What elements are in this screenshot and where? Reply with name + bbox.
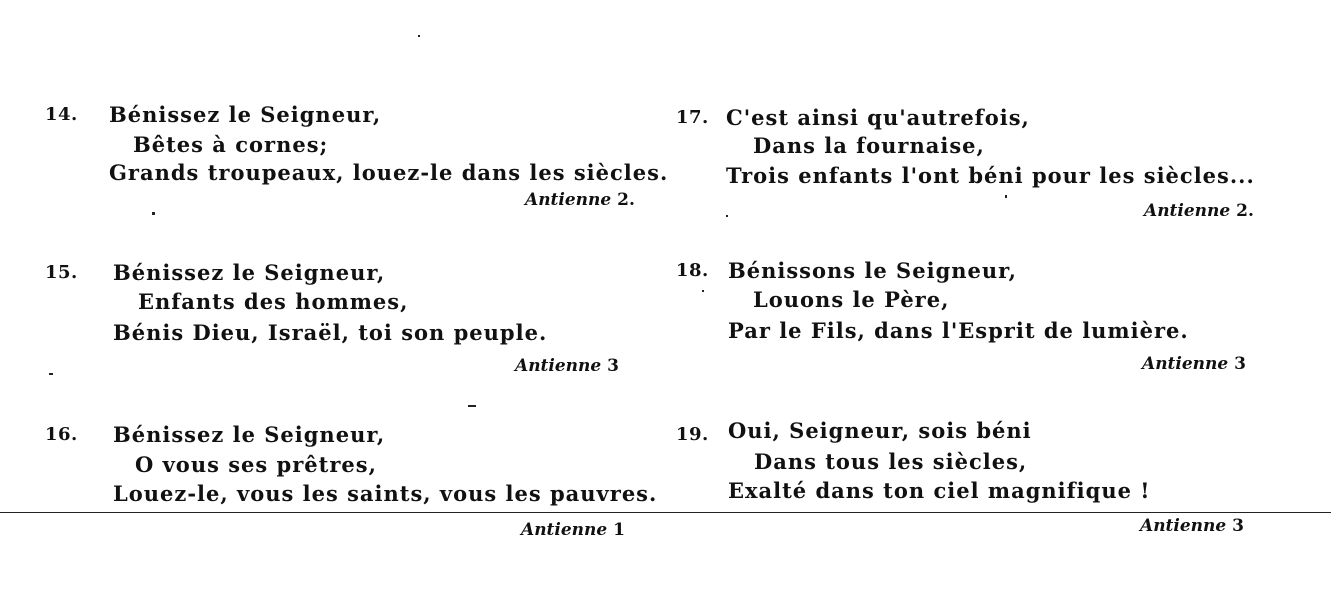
verse-line-2: Dans tous les siècles, (754, 449, 1028, 474)
antienne-label: Antienne (521, 520, 608, 540)
verse-line-3: Louez-le, vous les saints, vous les pauvres. (113, 481, 658, 506)
stanza-14 (45, 102, 669, 232)
antienne-ref (1140, 516, 1244, 536)
stanza-number: 19. (676, 424, 709, 445)
antienne-number: 1 (613, 520, 625, 540)
scan-speck (152, 212, 155, 215)
scan-speck (418, 35, 420, 37)
verse-line-3: Exalté dans ton ciel magnifique ! (728, 478, 1151, 503)
antienne-label: Antienne (1144, 201, 1231, 221)
antienne-label: Antienne (1142, 354, 1229, 374)
verse-line-3: Grands troupeaux, louez-le dans les siècles. (109, 160, 669, 185)
verse-line-2: Louons le Père, (753, 287, 950, 312)
antienne-ref (1142, 354, 1246, 374)
scan-speck (1005, 195, 1007, 198)
antienne-label: Antienne (515, 356, 602, 376)
antienne-label: Antienne (1140, 516, 1227, 536)
antienne-ref (1144, 201, 1254, 221)
verse-line-3: Bénis Dieu, Israël, toi son peuple. (113, 320, 548, 345)
antienne-number: 2. (1236, 201, 1254, 221)
scan-speck (726, 215, 728, 217)
scan-speck (468, 405, 476, 407)
antienne-number: 2. (617, 190, 635, 210)
antienne-number: 3 (607, 356, 619, 376)
verse-line-1: Bénissez le Seigneur, (113, 260, 386, 285)
verse-line-1: Oui, Seigneur, sois béni (728, 418, 1032, 443)
stanza-number: 16. (45, 424, 78, 445)
verse-line-3: Trois enfants l'ont béni pour les siècles... (726, 163, 1255, 188)
verse-line-1: Bénissez le Seigneur, (113, 422, 386, 447)
verse-line-1: Bénissez le Seigneur, (109, 102, 382, 127)
verse-line-2: Dans la fournaise, (753, 133, 985, 158)
verse-line-1: C'est ainsi qu'autrefois, (726, 105, 1030, 130)
verse-line-2: O vous ses prêtres, (135, 452, 377, 477)
stanza-18 (676, 258, 1276, 388)
stanza-number: 18. (676, 260, 709, 281)
antienne-label: Antienne (525, 190, 612, 210)
stanza-15 (45, 260, 645, 390)
antienne-ref (515, 356, 619, 376)
antienne-number: 3 (1234, 354, 1246, 374)
scan-speck (702, 290, 704, 292)
antienne-ref (521, 520, 625, 540)
verse-line-2: Enfants des hommes, (138, 289, 409, 314)
verse-line-1: Bénissons le Seigneur, (728, 258, 1017, 283)
antienne-ref (525, 190, 635, 210)
stanza-19 (676, 418, 1276, 548)
scan-speck (49, 373, 53, 375)
verse-line-2: Bêtes à cornes; (133, 132, 329, 157)
stanza-number: 17. (676, 107, 709, 128)
verse-line-3: Par le Fils, dans l'Esprit de lumière. (728, 318, 1189, 343)
stanza-number: 15. (45, 262, 78, 283)
antienne-number: 3 (1232, 516, 1244, 536)
stanza-16 (45, 422, 658, 552)
stanza-number: 14. (45, 104, 78, 125)
horizontal-rule (0, 512, 1331, 513)
stanza-17 (676, 105, 1276, 235)
